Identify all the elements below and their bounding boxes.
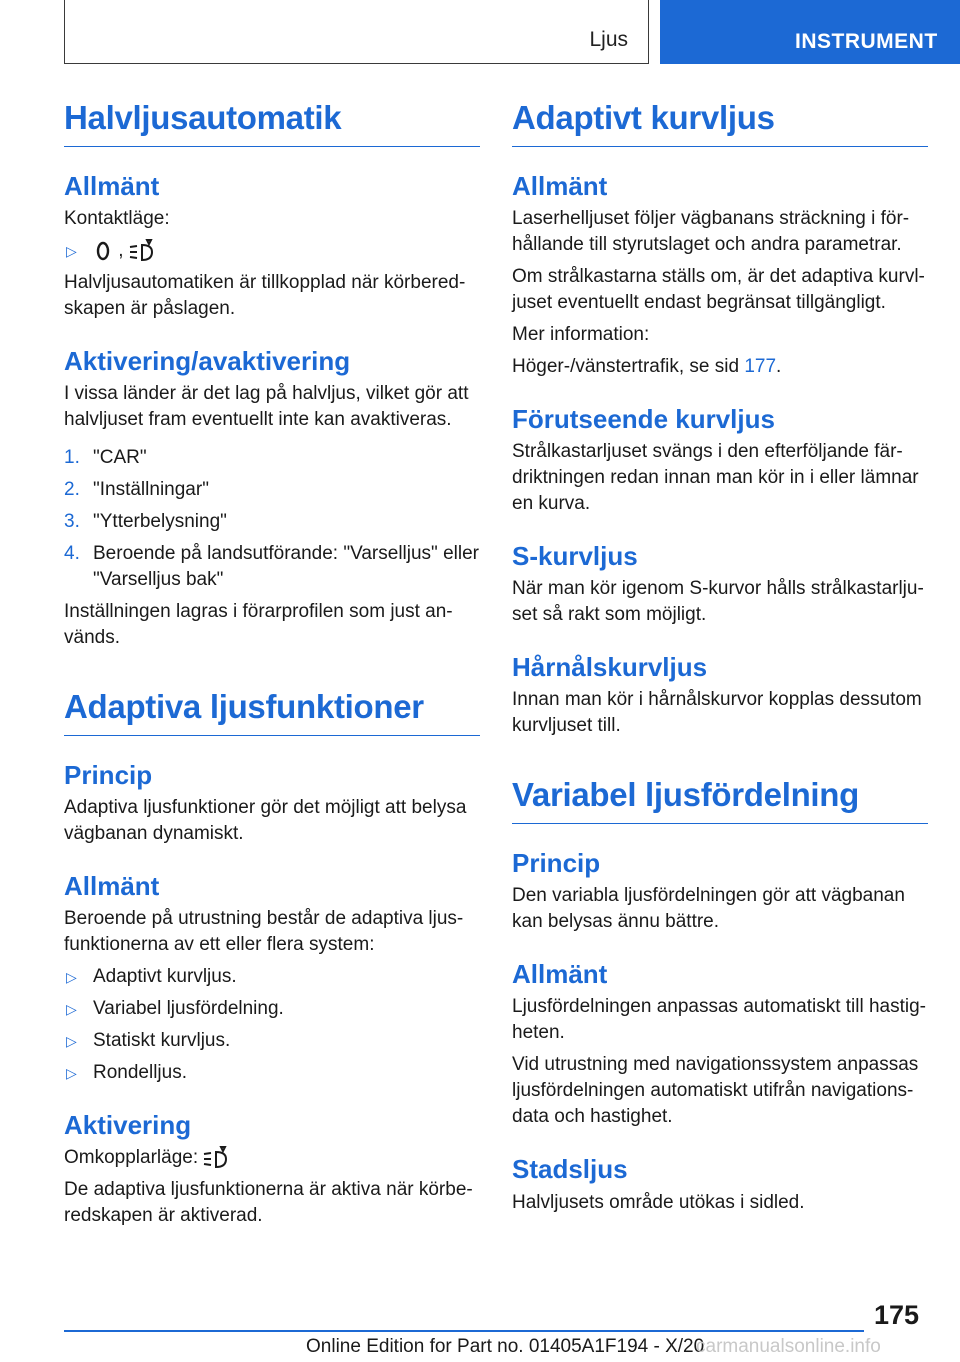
list-item	[64, 964, 480, 990]
step-4	[64, 541, 480, 593]
heading-stadsljus: Stadsljus	[512, 1154, 628, 1185]
left-column	[64, 98, 480, 1235]
step-text: Beroende på landsutförande: "Varselljus" eller "Varselljus bak"	[93, 542, 479, 590]
s-kurvljus-text: När man kör igenom S-kurvor hålls strålkastarlju-set så rakt som möjligt.	[512, 578, 924, 626]
heading-princip-1: Princip	[64, 759, 153, 790]
princip-text: Adaptiva ljusfunktioner gör det möjligt att belysa vägbanan dynamiskt.	[64, 796, 467, 844]
installning-text: Inställningen lagras i förarprofilen som just an-vänds.	[64, 600, 453, 648]
step-text: "Ytterbelysning"	[93, 510, 227, 532]
hastighet-text: Ljusfördelningen anpassas automatiskt till hastig-heten.	[512, 996, 927, 1044]
kontaktlage-label: Kontaktläge:	[64, 207, 170, 229]
heading-princip-2: Princip	[512, 847, 601, 878]
step-1	[64, 445, 480, 471]
triangle-bullet-icon: ▷	[66, 242, 77, 259]
heading-variabel-ljusfordelning: Variabel ljusfördelning	[512, 775, 928, 824]
heading-aktivering: Aktivering	[64, 1109, 192, 1140]
heading-allmant-1: Allmänt	[64, 170, 160, 201]
heading-adaptivt-kurvljus: Adaptivt kurvljus	[512, 98, 928, 147]
watermark: carmanualsonline.info	[696, 1336, 881, 1357]
page-link[interactable]: 177	[744, 355, 777, 377]
step-number: 1.	[64, 446, 80, 468]
kontaktlage-icons	[93, 238, 157, 264]
triangle-bullet-icon: ▷	[66, 1064, 77, 1081]
header-section: Ljus	[589, 28, 628, 51]
laser-text: Laserhelljuset följer vägbanans sträckning i för-hållande till styrutslaget och andra parametrar.	[512, 207, 910, 255]
list-item-text: Variabel ljusfördelning.	[93, 997, 284, 1019]
heading-harnalskurvljus: Hårnålskurvljus	[512, 652, 708, 683]
triangle-bullet-icon: ▷	[66, 1000, 77, 1017]
light-auto-icon	[203, 1145, 231, 1171]
triangle-bullet-icon: ▷	[66, 968, 77, 985]
list-item-text: Adaptivt kurvljus.	[93, 965, 237, 987]
list-item	[64, 1028, 480, 1054]
aktivering-text: I vissa länder är det lag på halvljus, vilket gör att halvljuset fram eventuellt inte kan avaktiveras.	[64, 382, 469, 430]
icon-separator: ,	[118, 239, 124, 261]
omkopplarlage-label: Omkopplarläge:	[64, 1147, 199, 1169]
navigation-text: Vid utrustning med navigationssystem anpassas ljusfördelningen automatiskt utifrån navigations-data och hastighet.	[512, 1054, 919, 1128]
list-item	[64, 996, 480, 1022]
step-text: "Inställningar"	[93, 478, 209, 500]
heading-s-kurvljus: S-kurvljus	[512, 540, 638, 571]
header-section-box	[64, 0, 649, 64]
heading-halvljusautomatik: Halvljusautomatik	[64, 98, 480, 147]
step-text: "CAR"	[93, 446, 147, 468]
trafik-ref-text: Höger-/vänstertrafik, se sid	[512, 355, 740, 377]
step-number: 3.	[64, 510, 80, 532]
stralkastare-text: Om strålkastarna ställs om, är det adaptiva kurvl-juset eventuellt endast begränsat tillgängligt.	[512, 265, 925, 313]
princip-2-text: Den variabla ljusfördelningen gör att vägbanan kan belysas ännu bättre.	[512, 885, 905, 933]
list-item-text: Statiskt kurvljus.	[93, 1029, 231, 1051]
stadsljus-text: Halvljusets område utökas i sidled.	[512, 1191, 805, 1213]
list-item	[64, 1060, 480, 1086]
step-number: 2.	[64, 478, 80, 500]
trafik-ref	[512, 354, 928, 380]
light-auto-icon	[129, 238, 157, 264]
kontaktlage-item	[64, 238, 480, 264]
footer-edition: Online Edition for Part no. 01405A1F194 - X/20	[306, 1336, 705, 1357]
heading-allmant-3: Allmänt	[512, 170, 608, 201]
harnalskurvljus-text: Innan man kör i hårnålskurvor kopplas dessutom kurvljuset till.	[512, 689, 922, 737]
right-column	[512, 98, 928, 1222]
light-switch-zero-icon	[93, 239, 113, 263]
halvljus-text: Halvljusautomatiken är tillkopplad när körbered-skapen är påslagen.	[64, 271, 466, 319]
page-number: 175	[874, 1300, 920, 1330]
allmant-2-text: Beroende på utrustning består de adaptiva ljus-funktionerna av ett eller flera system:	[64, 907, 464, 955]
step-number: 4.	[64, 542, 80, 564]
mer-info-label: Mer information:	[512, 323, 650, 345]
heading-aktivering-avaktivering: Aktivering/avaktivering	[64, 345, 351, 376]
footer-rule	[64, 1330, 864, 1332]
forutseende-text: Strålkastarljuset svängs i den efterföljande fär-driktningen redan innan man kör in i eller lämnar en kurva.	[512, 440, 919, 514]
header-chapter: INSTRUMENT	[660, 0, 960, 64]
heading-allmant-4: Allmänt	[512, 959, 608, 990]
omkopplarlage-line	[64, 1145, 480, 1171]
list-item-text: Rondelljus.	[93, 1061, 187, 1083]
step-3	[64, 509, 480, 535]
heading-allmant-2: Allmänt	[64, 870, 160, 901]
trafik-ref-end: .	[776, 355, 782, 377]
heading-forutseende-kurvljus: Förutseende kurvljus	[512, 403, 775, 434]
heading-adaptiva-ljusfunktioner: Adaptiva ljusfunktioner	[64, 687, 480, 736]
aktivering-text-2: De adaptiva ljusfunktionerna är aktiva när körbe-redskapen är aktiverad.	[64, 1179, 473, 1227]
step-2	[64, 477, 480, 503]
triangle-bullet-icon: ▷	[66, 1032, 77, 1049]
